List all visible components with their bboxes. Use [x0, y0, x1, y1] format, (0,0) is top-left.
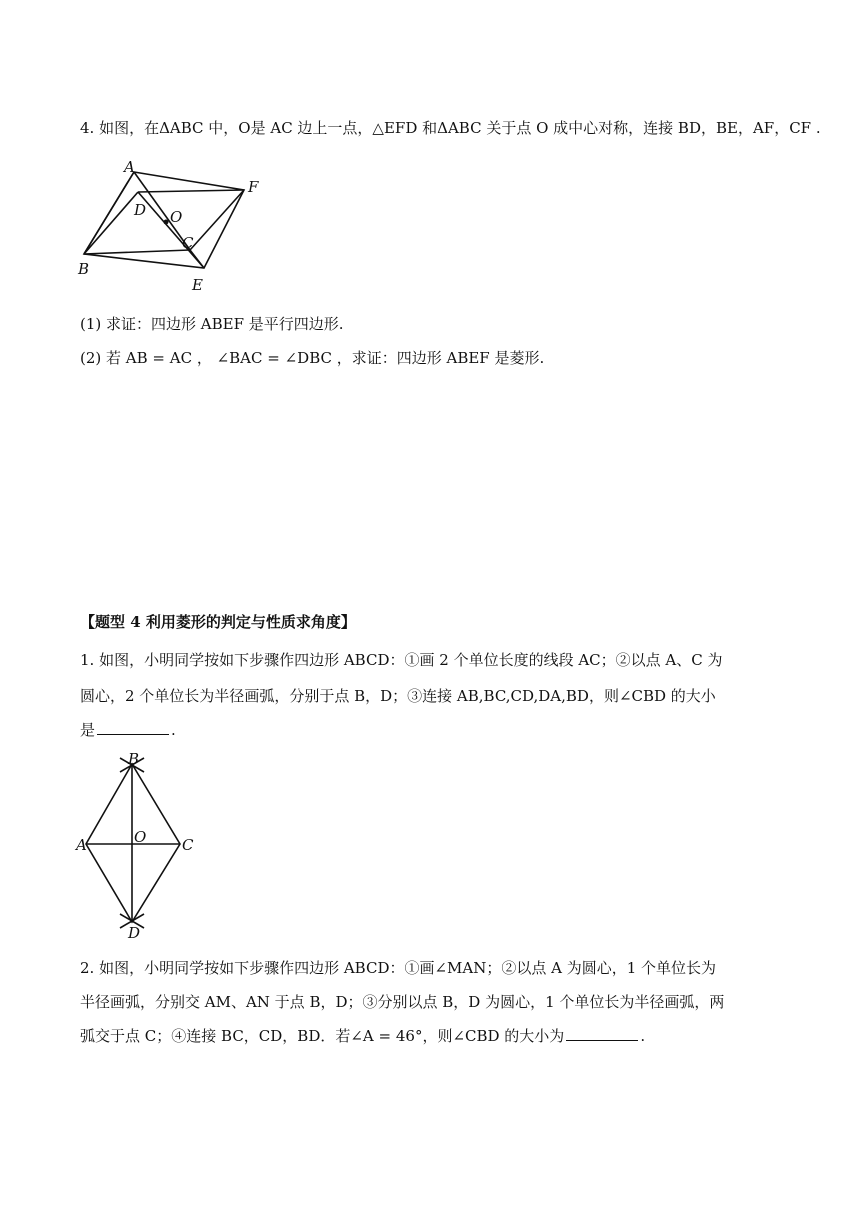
q4-stem: 4. 如图，在ΔABC 中，O是 AC 边上一点，△EFD 和ΔABC 关于点 O 成中心对称，连接 BD，BE，AF，CF . [80, 119, 821, 137]
q4-label-f: F [248, 178, 259, 196]
p1-line3 [80, 720, 176, 740]
p1-line1: 1. 如图，小明同学按如下步骤作四边形 ABCD：①画 2 个单位长度的线段 AC；②以点 A、C 为 [80, 651, 723, 669]
q4-label-o: O [170, 208, 183, 226]
p1-line3-end: . [171, 721, 176, 739]
p2-line1: 2. 如图，小明同学按如下步骤作四边形 ABCD：①画∠MAN；②以点 A 为圆心，1 个单位长为 [80, 959, 717, 977]
p2-line3-end: . [640, 1027, 646, 1045]
q4-label-c: C [182, 234, 194, 252]
q4-label-b: B [78, 260, 90, 278]
q4-figure [76, 160, 276, 300]
p1-line3-text: 是 [80, 721, 96, 739]
q4-part1: (1) 求证：四边形 ABEF 是平行四边形. [80, 315, 344, 333]
p1-line2: 圆心，2 个单位长为半径画弧，分别于点 B，D；③连接 AB,BC,CD,DA,BD，则∠CBD 的大小 [80, 687, 716, 705]
p1-answer-blank[interactable] [97, 720, 169, 735]
q4-point-o [164, 220, 169, 225]
p1-label-o: O [134, 828, 147, 846]
q4-segment-ab [84, 172, 134, 254]
p1-label-a: A [76, 836, 87, 854]
p2-line3-text: 弧交于点 C；④连接 BC，CD，BD．若∠A = 46°，则∠CBD 的大小为 [80, 1027, 565, 1045]
q4-segment-bc [84, 250, 190, 254]
p1-label-c: C [182, 836, 194, 854]
p1-rhombus [86, 764, 180, 922]
q4-label-d: D [134, 201, 147, 219]
p2-answer-blank[interactable] [566, 1026, 638, 1041]
p2-line2: 半径画弧，分别交 AM、AN 于点 B，D；③分别以点 B，D 为圆心，1 个单位长为半径画弧，两 [80, 993, 725, 1011]
q4-segment-ed [138, 192, 204, 268]
p1-figure [76, 752, 216, 942]
q4-segment-fd [138, 190, 244, 192]
q4-segment-bd [84, 192, 138, 254]
q4-label-e: E [192, 276, 203, 294]
q4-part2: (2) 若 AB = AC ， ∠BAC = ∠DBC ，求证：四边形 ABEF 是菱形. [80, 349, 545, 367]
p1-label-d: D [128, 924, 141, 942]
p1-label-b: B [128, 750, 140, 768]
q4-segment-ce [190, 250, 204, 268]
section-heading: 【题型 4 利用菱形的判定与性质求角度】 [80, 613, 356, 631]
q4-label-a: A [124, 158, 135, 176]
p2-line3 [80, 1026, 645, 1046]
